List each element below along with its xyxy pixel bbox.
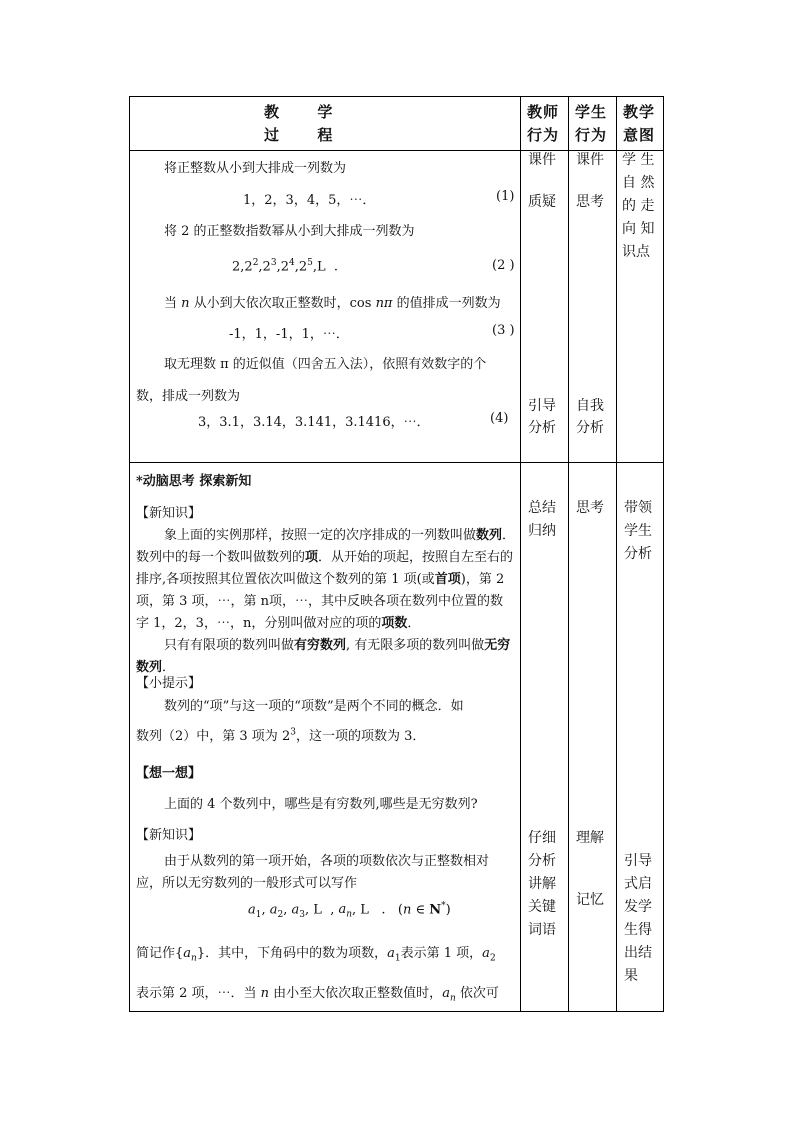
student-action-self-1: 自我 xyxy=(576,398,604,414)
notation-line-1: 简记作$\{a_n\}$．其中，下角码中的数为项数，$a_1$表示第 1 项，$a_2$ xyxy=(136,946,496,964)
teaching-intent-guide-3: 发学 xyxy=(624,899,652,915)
lesson-table xyxy=(129,96,664,1012)
student-action-understand: 理解 xyxy=(576,830,604,846)
general-form-line-2: 应，所以无穷数列的一般形式可以写作 xyxy=(136,876,358,891)
student-action-think-2: 思考 xyxy=(576,500,604,516)
tag-new-knowledge-1: 【新知识】 xyxy=(136,506,202,521)
equation-number-2: (2 ) xyxy=(492,258,515,273)
section-divider xyxy=(130,462,663,463)
teacher-action-detail-4: 关键 xyxy=(528,899,556,915)
column-divider xyxy=(568,97,569,1011)
equation-number-1: (1) xyxy=(496,189,515,204)
student-action-remember: 记忆 xyxy=(576,892,604,908)
column-divider xyxy=(520,97,521,1011)
teacher-action-question: 质疑 xyxy=(528,194,556,210)
tag-think: 【想一想】 xyxy=(136,766,202,781)
sequence-2: $2,2^2,2^3,2^4,2^5,L$ . xyxy=(232,258,339,275)
column-divider xyxy=(616,97,617,1011)
header-student-line1: 学生 xyxy=(575,103,608,121)
teacher-action-courseware: 课件 xyxy=(528,152,556,168)
teacher-action-detail-1: 仔细 xyxy=(528,830,556,846)
hint-line-2: 数列（2）中，第 3 项为 $2^3$，这一项的项数为 3． xyxy=(136,727,426,744)
teacher-action-summary-2: 归纳 xyxy=(528,523,556,539)
teaching-intent-lead-3: 分析 xyxy=(624,546,652,562)
teaching-intent-guide-4: 生得 xyxy=(624,922,652,938)
header-intent-line1: 教学 xyxy=(623,103,656,121)
general-form-formula: $a_1$, $a_2$, $a_3$, L , $a_n$, L . (n ∈ N*) xyxy=(248,901,451,920)
student-action-think: 思考 xyxy=(576,194,604,210)
tag-hint: 【小提示】 xyxy=(136,676,202,691)
section-title: *动脑思考 探索新知 xyxy=(136,474,252,489)
teaching-intent-lead-1: 带领 xyxy=(624,500,652,516)
equation-number-3: (3 ) xyxy=(492,323,515,338)
student-action-courseware: 课件 xyxy=(576,152,604,168)
teaching-intent-guide-5: 出结 xyxy=(624,945,652,961)
teaching-intent-guide-6: 果 xyxy=(624,968,638,984)
hint-line-1: 数列的“项”与这一项的“项数”是两个不同的概念．如 xyxy=(164,699,464,714)
header-intent-line2: 意图 xyxy=(623,126,656,144)
teacher-action-detail-3: 讲解 xyxy=(528,876,556,892)
equation-number-4: (4) xyxy=(490,411,509,426)
student-action-self-2: 分析 xyxy=(576,420,604,436)
teaching-intent-guide-1: 引导 xyxy=(624,853,652,869)
intro-line-2: 将 2 的正整数指数幂从小到大排成一列数为 xyxy=(164,224,415,239)
intro-line-4a: 取无理数 π 的近似值（四舍五入法），依照有效数字的个 xyxy=(164,357,487,372)
definition-paragraph: 象上面的实例那样，按照一定的次序排成的一列数叫做数列．数列中的每一个数叫做数列的项．从开始的项起，按照自左至右的排序,各项按照其位置依次叫做这个数列的第 1 项(或首项)，第 2 项，第 3 项，⋯，第 n项，⋯，其中反映各项在数列中位置的数字 1，2，3，⋯，n，分别叫做对应的项的项数． xyxy=(136,528,516,631)
intro-line-1: 将正整数从小到大排成一列数为 xyxy=(164,161,347,176)
teacher-action-guide-1: 引导 xyxy=(528,398,556,414)
sequence-3: -1，1，-1，1，⋯． xyxy=(229,327,349,342)
think-question: 上面的 4 个数列中，哪些是有穷数列,哪些是无穷数列? xyxy=(164,797,478,812)
sequence-1: 1，2，3，4，5，⋯． xyxy=(243,193,376,208)
teaching-intent-guide-2: 式启 xyxy=(624,876,652,892)
teaching-intent-lead-2: 学生 xyxy=(624,523,652,539)
teacher-action-guide-2: 分析 xyxy=(528,420,556,436)
teacher-action-detail-2: 分析 xyxy=(528,853,556,869)
finite-paragraph: 只有有限项的数列叫做有穷数列, 有无限多项的数列叫做无穷数列． xyxy=(136,638,511,675)
header-teacher-line1: 教师 xyxy=(527,103,560,121)
tag-new-knowledge-2: 【新知识】 xyxy=(136,828,202,843)
intro-line-4b: 数，排成一列数为 xyxy=(136,389,241,404)
teaching-intent-1: 学 生 自 然 的 走 向 知 识点 xyxy=(622,152,655,260)
teacher-action-detail-5: 词语 xyxy=(528,922,556,938)
general-form-line-1: 由于从数列的第一项开始，各项的项数依次与正整数相对 xyxy=(164,854,490,869)
header-process-line1: 教 学 xyxy=(264,103,334,121)
intro-line-3: 当 n 从小到大依次取正整数时，cos nπ 的值排成一列数为 xyxy=(164,296,501,311)
header-process-line2: 过 程 xyxy=(264,126,334,144)
notation-line-2: 表示第 2 项，⋯．当 n 由小至大依次取正整数值时，$a_n$ 依次可 xyxy=(136,986,499,1004)
sequence-4: 3，3.1，3.14，3.141，3.1416，⋯． xyxy=(198,415,430,430)
header-teacher-line2: 行为 xyxy=(527,126,560,144)
teacher-action-summary-1: 总结 xyxy=(528,500,556,516)
header-student-line2: 行为 xyxy=(575,126,608,144)
